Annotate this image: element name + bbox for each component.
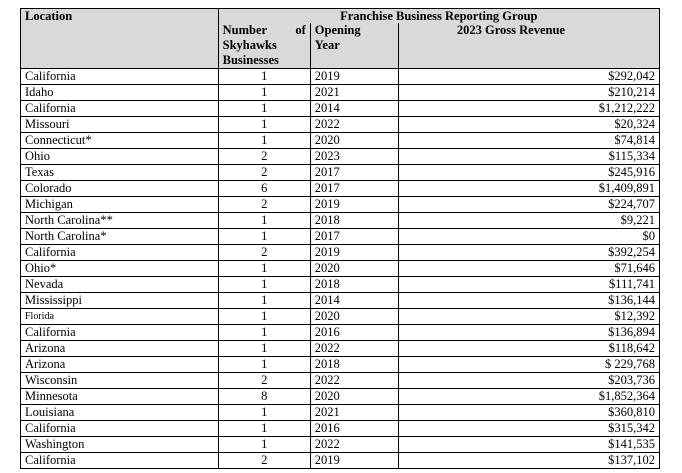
number-of-businesses-cell: 1 xyxy=(218,357,310,373)
gross-revenue-cell: $141,535 xyxy=(398,437,659,453)
location-cell: Colorado xyxy=(21,181,219,197)
opening-year-cell: 2017 xyxy=(310,181,398,197)
number-of-businesses-cell: 1 xyxy=(218,421,310,437)
number-of-businesses-cell: 8 xyxy=(218,389,310,405)
opening-year-cell: 2019 xyxy=(310,69,398,85)
opening-year-cell: 2022 xyxy=(310,117,398,133)
gross-revenue-cell: $137,102 xyxy=(398,453,659,469)
table-row xyxy=(21,133,660,149)
number-of-businesses-cell: 1 xyxy=(218,405,310,421)
gross-revenue-cell: $71,646 xyxy=(398,261,659,277)
location-cell: Michigan xyxy=(21,197,219,213)
header-row-group xyxy=(21,9,660,24)
opening-year-cell: 2019 xyxy=(310,197,398,213)
table-row xyxy=(21,357,660,373)
opening-year-cell: 2018 xyxy=(310,213,398,229)
number-header-line2: Skyhawks xyxy=(222,38,277,52)
number-of-businesses-cell: 2 xyxy=(218,149,310,165)
opening-year-cell: 2022 xyxy=(310,373,398,389)
gross-revenue-cell: $20,324 xyxy=(398,117,659,133)
table-row xyxy=(21,405,660,421)
gross-revenue-cell: $136,144 xyxy=(398,293,659,309)
location-cell: California xyxy=(21,453,219,469)
gross-revenue-cell: $1,409,891 xyxy=(398,181,659,197)
table-row xyxy=(21,389,660,405)
number-of-businesses-cell: 2 xyxy=(218,165,310,181)
table-row xyxy=(21,245,660,261)
table-row xyxy=(21,181,660,197)
table-row xyxy=(21,277,660,293)
number-of-businesses-cell: 1 xyxy=(218,117,310,133)
table-row xyxy=(21,149,660,165)
opening-year-cell: 2020 xyxy=(310,309,398,325)
number-of-businesses-cell: 2 xyxy=(218,197,310,213)
gross-revenue-cell: $115,334 xyxy=(398,149,659,165)
gross-revenue-cell: $245,916 xyxy=(398,165,659,181)
gross-revenue-cell: $203,736 xyxy=(398,373,659,389)
gross-revenue-cell: $392,254 xyxy=(398,245,659,261)
number-of-businesses-cell: 2 xyxy=(218,245,310,261)
location-cell: California xyxy=(21,421,219,437)
location-cell: Nevada xyxy=(21,277,219,293)
location-cell: Wisconsin xyxy=(21,373,219,389)
table-row xyxy=(21,213,660,229)
gross-revenue-cell: $0 xyxy=(398,229,659,245)
opening-year-column-header xyxy=(310,23,398,69)
table-row xyxy=(21,293,660,309)
number-of-businesses-cell: 1 xyxy=(218,325,310,341)
location-cell: Arizona xyxy=(21,357,219,373)
number-column-header xyxy=(218,23,310,69)
location-cell: Idaho xyxy=(21,85,219,101)
table-row xyxy=(21,85,660,101)
number-header-word1: Number xyxy=(222,23,268,37)
opening-year-cell: 2020 xyxy=(310,261,398,277)
table-row xyxy=(21,101,660,117)
location-cell: Louisiana xyxy=(21,405,219,421)
number-of-businesses-cell: 1 xyxy=(218,101,310,117)
opening-year-cell: 2018 xyxy=(310,277,398,293)
location-cell: California xyxy=(21,325,219,341)
location-cell: Arizona xyxy=(21,341,219,357)
gross-revenue-cell: $12,392 xyxy=(398,309,659,325)
table-row xyxy=(21,197,660,213)
location-cell: Minnesota xyxy=(21,389,219,405)
opening-year-cell: 2018 xyxy=(310,357,398,373)
table-row xyxy=(21,437,660,453)
gross-revenue-cell: $360,810 xyxy=(398,405,659,421)
opening-year-cell: 2022 xyxy=(310,437,398,453)
gross-revenue-cell: $1,852,364 xyxy=(398,389,659,405)
number-header-line3: Businesses xyxy=(222,53,279,67)
number-of-businesses-cell: 1 xyxy=(218,69,310,85)
gross-revenue-cell: $118,642 xyxy=(398,341,659,357)
opening-year-cell: 2016 xyxy=(310,325,398,341)
number-of-businesses-cell: 1 xyxy=(218,261,310,277)
number-of-businesses-cell: 1 xyxy=(218,133,310,149)
location-cell: Texas xyxy=(21,165,219,181)
location-cell: North Carolina** xyxy=(21,213,219,229)
opening-year-cell: 2016 xyxy=(310,421,398,437)
number-of-businesses-cell: 2 xyxy=(218,453,310,469)
table-row xyxy=(21,421,660,437)
table-row xyxy=(21,69,660,85)
group-title: Franchise Business Reporting Group xyxy=(218,9,659,24)
table-row xyxy=(21,341,660,357)
gross-revenue-cell: $224,707 xyxy=(398,197,659,213)
table-row xyxy=(21,165,660,181)
opening-year-cell: 2019 xyxy=(310,245,398,261)
gross-revenue-cell: $315,342 xyxy=(398,421,659,437)
location-cell: California xyxy=(21,245,219,261)
table-row xyxy=(21,309,660,325)
location-cell: Connecticut* xyxy=(21,133,219,149)
gross-revenue-cell: $292,042 xyxy=(398,69,659,85)
number-of-businesses-cell: 1 xyxy=(218,437,310,453)
opening-year-cell: 2021 xyxy=(310,85,398,101)
opening-year-cell: 2022 xyxy=(310,341,398,357)
number-of-businesses-cell: 1 xyxy=(218,85,310,101)
table-row xyxy=(21,373,660,389)
number-of-businesses-cell: 1 xyxy=(218,341,310,357)
opening-year-cell: 2014 xyxy=(310,293,398,309)
opening-year-cell: 2017 xyxy=(310,165,398,181)
opening-year-cell: 2014 xyxy=(310,101,398,117)
number-of-businesses-cell: 1 xyxy=(218,293,310,309)
table-row xyxy=(21,229,660,245)
location-cell: California xyxy=(21,101,219,117)
opening-year-cell: 2020 xyxy=(310,133,398,149)
gross-revenue-cell: $9,221 xyxy=(398,213,659,229)
gross-revenue-cell: $111,741 xyxy=(398,277,659,293)
number-header-word2: of xyxy=(295,23,306,37)
number-of-businesses-cell: 1 xyxy=(218,213,310,229)
location-cell: Ohio xyxy=(21,149,219,165)
opening-year-cell: 2019 xyxy=(310,453,398,469)
opening-year-cell: 2017 xyxy=(310,229,398,245)
location-cell: Washington xyxy=(21,437,219,453)
location-cell: Florida xyxy=(21,309,219,325)
opening-header-line2: Year xyxy=(314,38,340,52)
gross-revenue-cell: $74,814 xyxy=(398,133,659,149)
number-of-businesses-cell: 1 xyxy=(218,309,310,325)
table-row xyxy=(21,117,660,133)
table-body xyxy=(21,69,660,469)
gross-revenue-cell: $210,214 xyxy=(398,85,659,101)
location-cell: Mississippi xyxy=(21,293,219,309)
opening-year-cell: 2020 xyxy=(310,389,398,405)
gross-revenue-cell: $ 229,768 xyxy=(398,357,659,373)
opening-year-cell: 2021 xyxy=(310,405,398,421)
number-of-businesses-cell: 1 xyxy=(218,229,310,245)
table-row xyxy=(21,453,660,469)
number-of-businesses-cell: 6 xyxy=(218,181,310,197)
gross-revenue-cell: $1,212,222 xyxy=(398,101,659,117)
table-row xyxy=(21,261,660,277)
gross-revenue-cell: $136,894 xyxy=(398,325,659,341)
table-row xyxy=(21,325,660,341)
opening-header-line1: Opening xyxy=(314,23,361,37)
location-cell: North Carolina* xyxy=(21,229,219,245)
location-cell: California xyxy=(21,69,219,85)
opening-year-cell: 2023 xyxy=(310,149,398,165)
location-column-header: Location xyxy=(21,9,219,69)
number-of-businesses-cell: 2 xyxy=(218,373,310,389)
number-of-businesses-cell: 1 xyxy=(218,277,310,293)
location-cell: Missouri xyxy=(21,117,219,133)
revenue-column-header: 2023 Gross Revenue xyxy=(398,23,659,69)
location-cell: Ohio* xyxy=(21,261,219,277)
franchise-revenue-table xyxy=(20,8,660,469)
